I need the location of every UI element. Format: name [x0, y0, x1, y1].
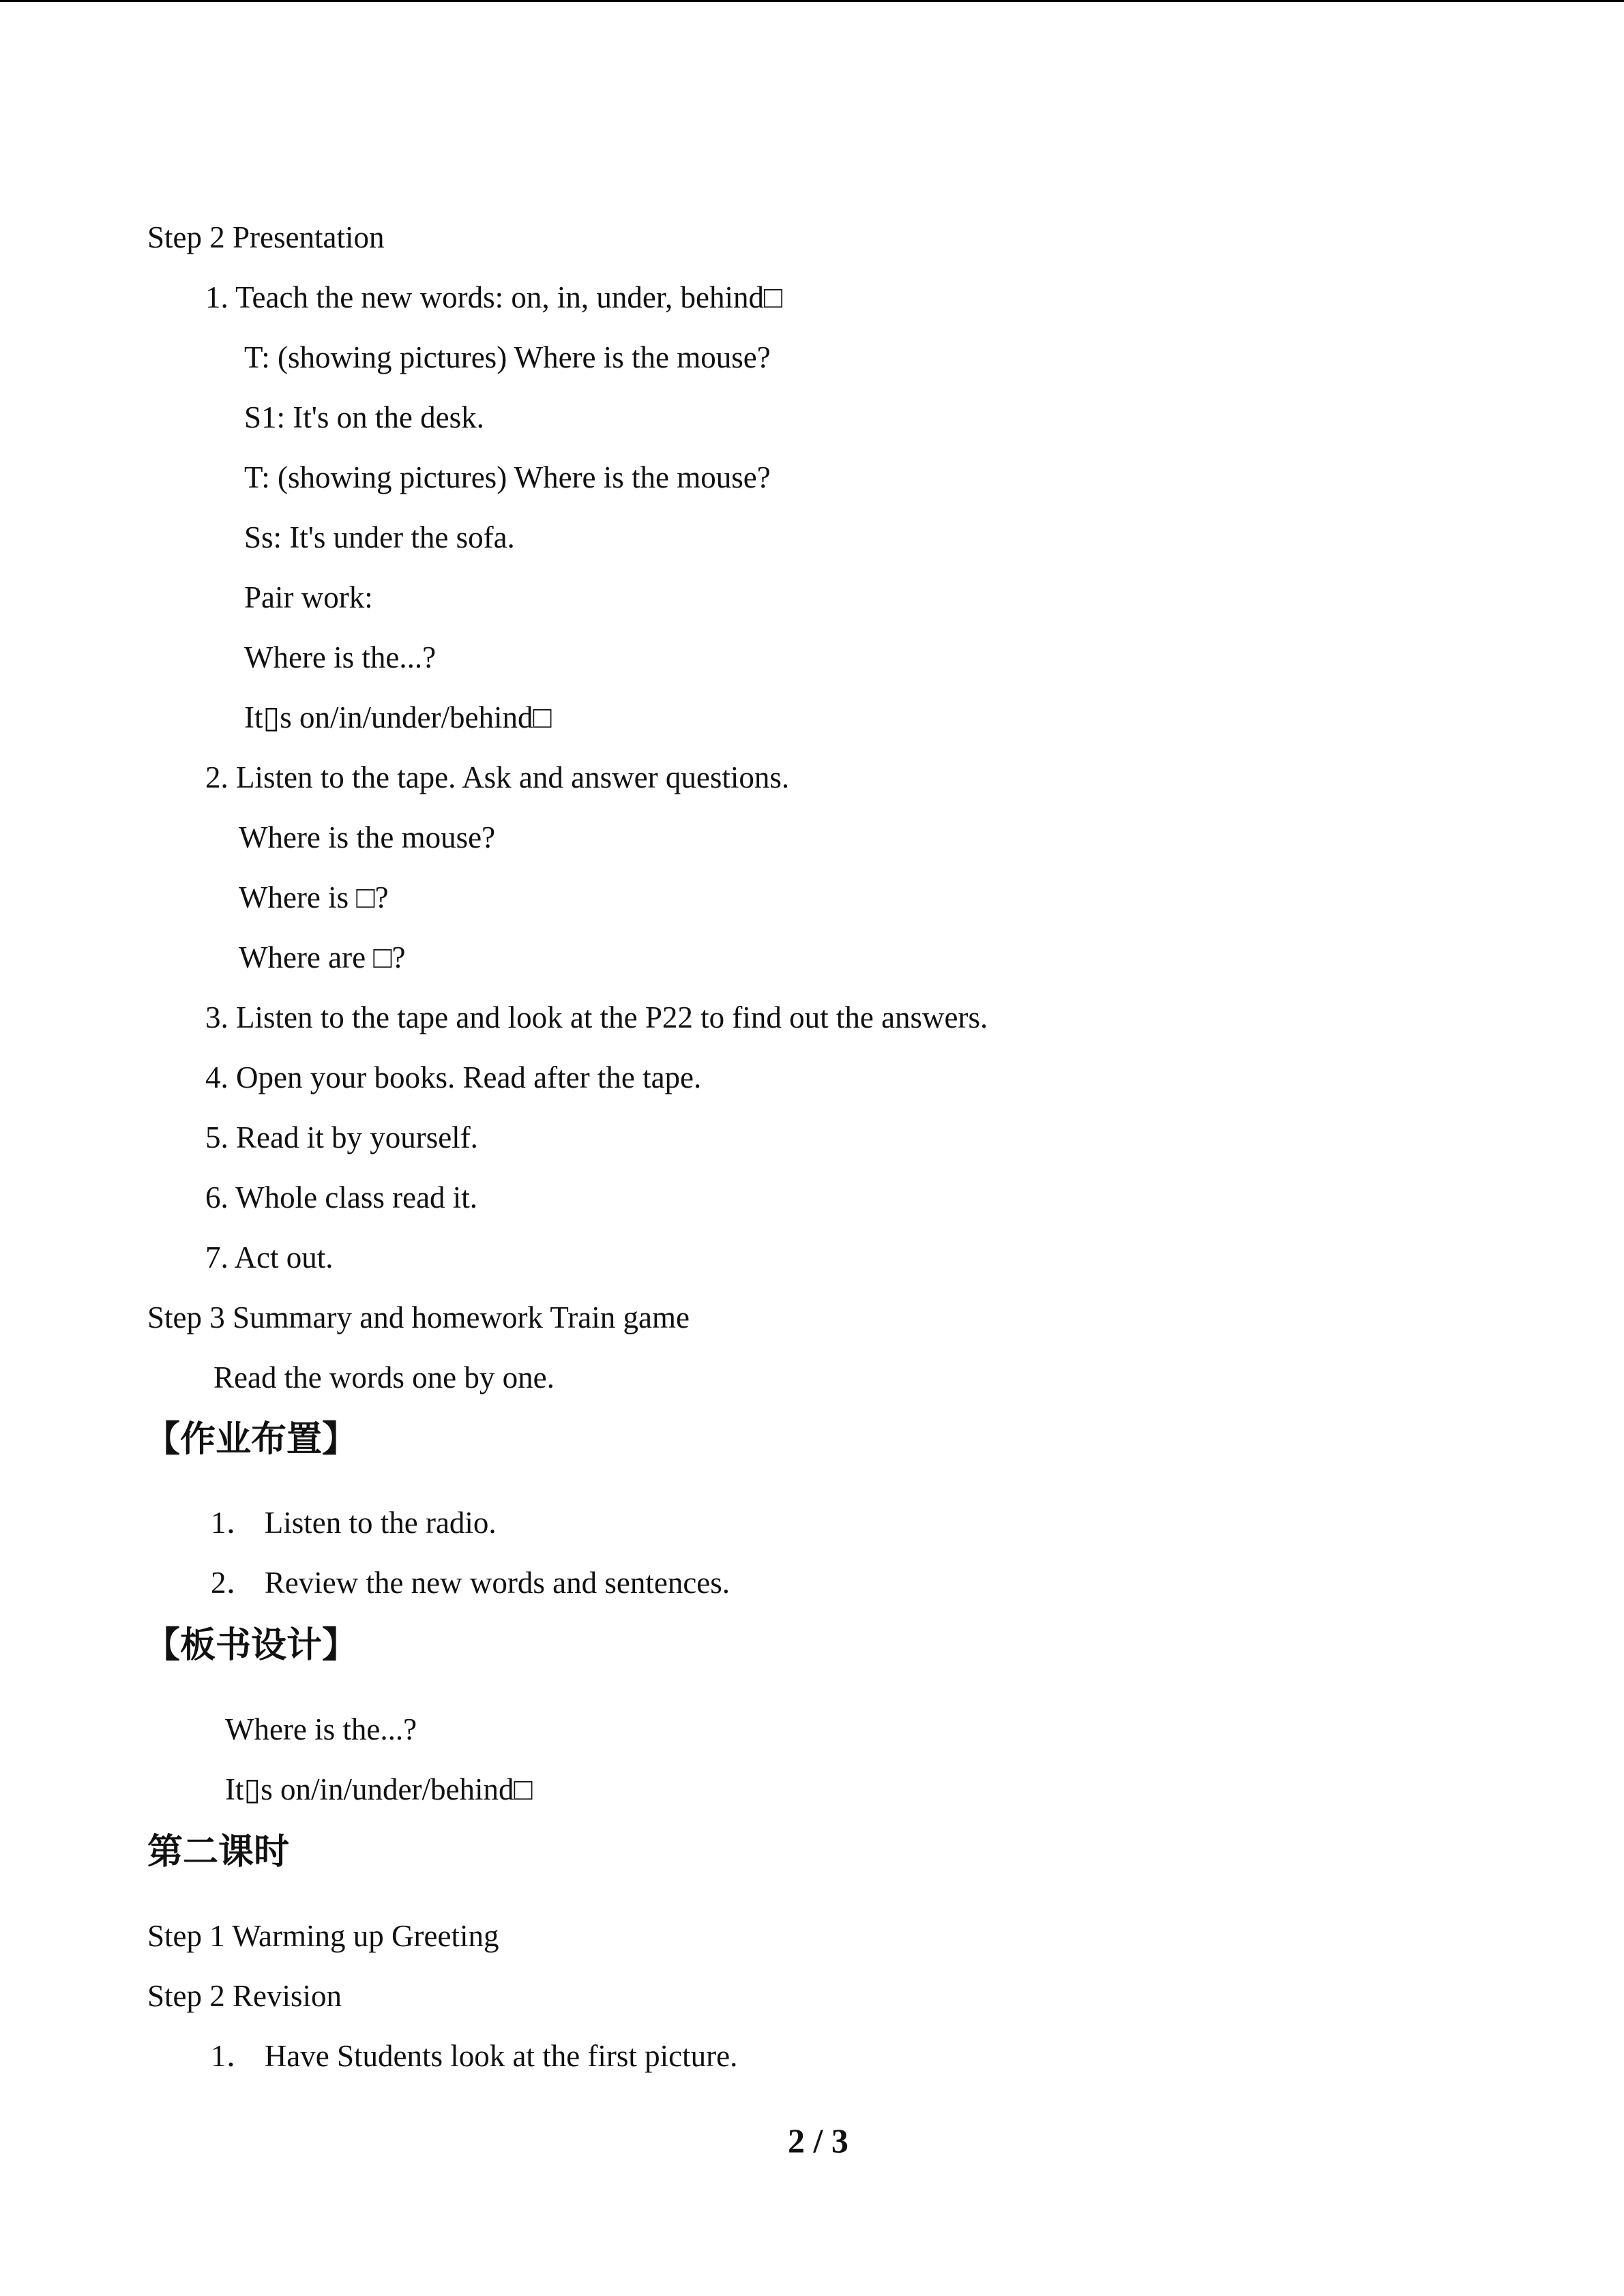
pair-work-label: Pair work: — [244, 580, 373, 614]
board-design-heading: 【板书设计】 — [145, 1625, 358, 1666]
dialog-line: T: (showing pictures) Where is the mouse? — [244, 460, 771, 494]
list-item: 1. Teach the new words: on, in, under, behind□ — [205, 280, 783, 314]
step3-title: Step 3 Summary and homework Train game — [147, 1300, 690, 1335]
list-item: 7. Act out. — [205, 1240, 334, 1274]
dialog-line: S1: It's on the desk. — [244, 400, 484, 434]
list-item: 3. Listen to the tape and look at the P22 to find out the answers. — [205, 1000, 988, 1034]
page-number: 2 / 3 — [788, 2121, 848, 2160]
board-question: Where is the...? — [225, 1712, 417, 1746]
list-item: 6. Whole class read it. — [205, 1180, 478, 1214]
lesson2-item: 1． Have Students look at the first picture. — [211, 2039, 738, 2073]
list-item: 5. Read it by yourself. — [205, 1120, 478, 1154]
question-line: Where is □? — [239, 880, 389, 914]
lesson2-step1: Step 1 Warming up Greeting — [147, 1919, 499, 1953]
lesson2-heading: 第二课时 — [147, 1832, 290, 1873]
step2-title: Step 2 Presentation — [147, 220, 385, 254]
pair-answer: It▯s on/in/under/behind□ — [244, 700, 552, 734]
list-item: 2. Listen to the tape. Ask and answer questions. — [205, 760, 790, 794]
board-answer: It▯s on/in/under/behind□ — [225, 1772, 533, 1806]
list-item: 4. Open your books. Read after the tape. — [205, 1060, 702, 1094]
pair-question: Where is the...? — [244, 640, 437, 674]
page-top-border — [0, 0, 1624, 2]
dialog-line: Ss: It's under the sofa. — [244, 520, 515, 554]
homework-item: 2． Review the new words and sentences. — [211, 1566, 730, 1600]
lesson2-step2: Step 2 Revision — [147, 1979, 342, 2013]
question-line: Where is the mouse? — [239, 820, 496, 854]
dialog-line: T: (showing pictures) Where is the mouse? — [244, 340, 771, 374]
homework-item: 1． Listen to the radio. — [211, 1506, 497, 1540]
question-line: Where are □? — [239, 940, 406, 974]
homework-heading: 【作业布置】 — [145, 1419, 358, 1460]
step3-subline: Read the words one by one. — [213, 1360, 555, 1395]
